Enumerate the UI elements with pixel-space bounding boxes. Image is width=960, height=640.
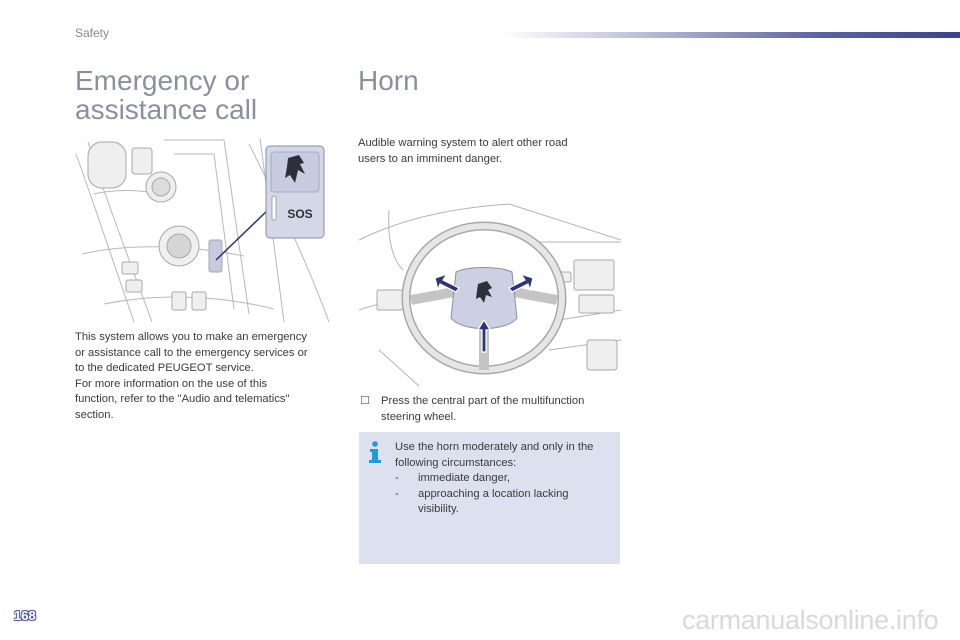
horn-text-line: users to an imminent danger. [358,152,503,165]
dash-bullet: - [395,487,399,500]
header-accent-bar [500,32,960,38]
dash-bullet: - [395,472,399,484]
emergency-text-line: section. [75,408,114,421]
watermark: carmanualsonline.info [682,605,939,635]
info-content [395,440,617,518]
emergency-text-line: For more information on the use of this [75,377,268,390]
info-list-item [395,471,617,487]
emergency-text-line: or assistance call to the emergency services or [75,346,308,359]
checkbox-bullet-icon: ☐ [360,395,370,407]
info-item-line: immediate danger, [418,472,511,484]
step-text-line: Press the central part of the multifunction [381,395,585,407]
emergency-text-line: function, refer to the "Audio and telematics" [75,393,290,405]
emergency-title-line-2: assistance call [75,94,258,125]
horn-title: Horn [358,65,419,96]
section-title: Safety [75,26,110,40]
step-text-line: steering wheel. [381,410,457,423]
emergency-text-line: to the dedicated PEUGEOT service. [75,362,254,374]
info-list-item [395,487,617,518]
page-number: 168 [14,608,36,623]
info-item-line: visibility. [418,503,459,515]
info-icon [366,440,384,464]
info-item-line: approaching a location lacking [418,487,569,500]
info-text-line: Use the horn moderately and only in the [395,441,594,453]
emergency-description [75,330,340,423]
emergency-text-line: This system allows you to make an emergency [75,331,307,343]
emergency-call-title [75,66,355,124]
horn-description [358,136,608,167]
emergency-title-line-1: Emergency or [75,65,250,96]
steering-wheel-illustration [359,200,621,386]
sos-label: SOS [287,207,313,221]
sos-console-illustration [74,134,344,324]
info-text-line: following circumstances: [395,456,517,469]
horn-instruction-step [358,394,618,425]
horn-text-line: Audible warning system to alert other road [358,137,568,149]
sos-button-closeup [266,146,324,238]
